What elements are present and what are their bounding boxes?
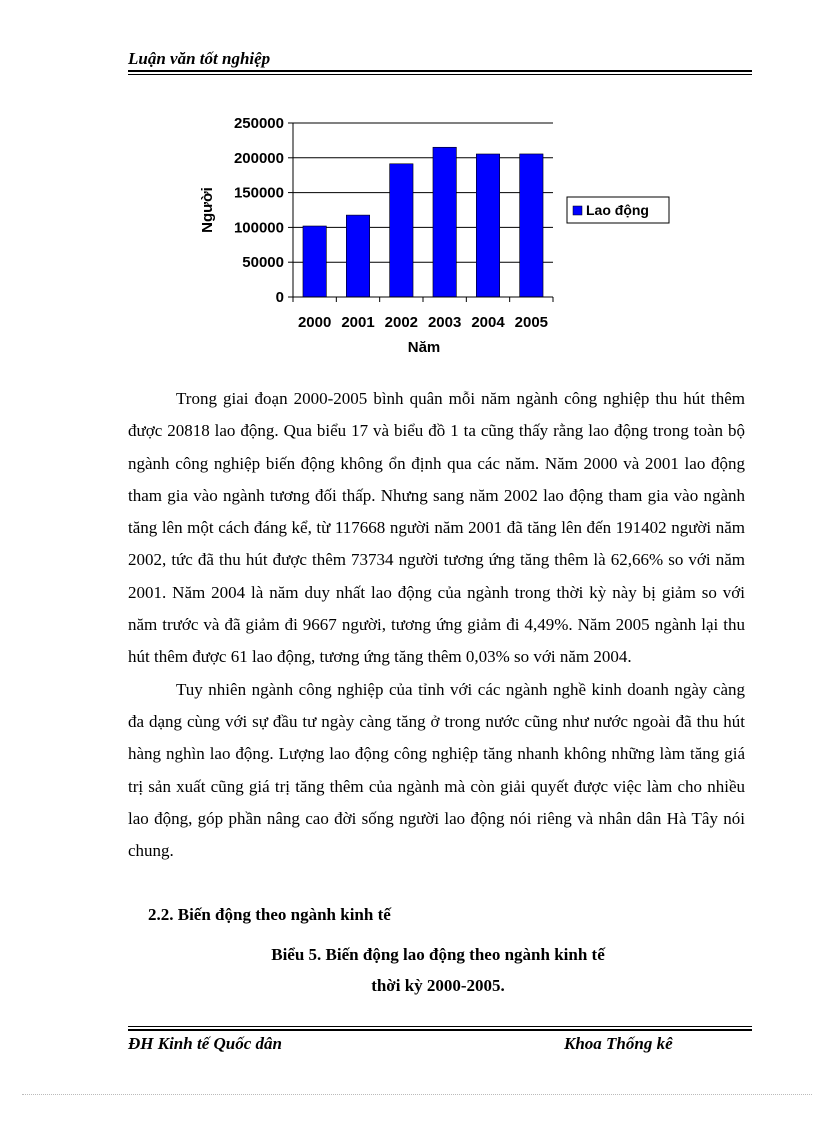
y-tick-label: 100000 [233, 219, 284, 237]
chart-svg [180, 108, 700, 368]
x-tick-label-2004: 2004 [471, 314, 505, 331]
x-tick-label-2005: 2005 [514, 314, 549, 331]
bar-2001 [346, 215, 369, 297]
footer-rule-thick [128, 1029, 752, 1031]
paragraph-1: Trong giai đoạn 2000-2005 bình quân mỗi năm ngành công nghiệp thu hút thêm được 20818 lao động. Qua biểu 17 và biểu đồ 1 ta cũng thấy rằng lao động trong toàn bộ ngành công nghiệp biến động không ổn định qua các năm. Năm 2000 và 2001 lao động tham gia vào ngành tương đối thấp. Nhưng sang năm 2002 lao động tham gia vào ngành tăng lên một cách đáng kể, từ 117668 người năm 2001 đã tăng lên đến 191402 người năm 2002, tức đã thu hút được thêm 73734 người tương ứng tăng thêm là 62,66% so với năm 2001. Năm 2004 là năm duy nhất lao động của ngành trong thời kỳ này bị giảm so với năm trước và đã giảm đi 9667 người, tương ứng giảm đi 4,49%. Năm 2005 ngành lại thu hút thêm được 61 lao động, tương ứng tăng thêm 0,03% so với năm 2004. [128, 389, 745, 667]
page-edge-dots [22, 1094, 812, 1095]
y-axis-label: Người [199, 187, 216, 233]
chart-gridlines [293, 123, 553, 262]
footer-university: ĐH Kinh tế Quốc dân [128, 1034, 282, 1053]
body-text [128, 383, 745, 867]
page-header [128, 48, 752, 70]
bar-2004 [476, 154, 499, 297]
header-rule-thick [128, 70, 752, 72]
table-caption-line-2: thời kỳ 2000-2005. [371, 976, 505, 995]
x-tick-label-2002: 2002 [384, 314, 419, 331]
chart-legend [567, 197, 669, 223]
chart-bars [303, 147, 543, 297]
table-caption-line-1: Biểu 5. Biến động lao động theo ngành kinh tế [271, 945, 605, 964]
header-rule-thin [128, 74, 752, 75]
bar-2002 [390, 164, 413, 297]
x-axis-label: Năm [407, 339, 441, 356]
y-tick-label: 150000 [233, 184, 284, 202]
legend-label: Lao động [586, 202, 649, 218]
section-heading: 2.2. Biến động theo ngành kinh tế [148, 905, 391, 924]
y-tick-label: 50000 [242, 254, 284, 272]
legend-swatch [573, 206, 582, 215]
y-tick-label: 250000 [233, 115, 284, 132]
paragraph-2: Tuy nhiên ngành công nghiệp của tỉnh với các ngành nghề kinh doanh ngày càng đa dạng cùng với sự đầu tư ngày càng tăng ở trong nước cũng như nước ngoài đã thu hút hàng nghìn lao động. Lượng lao động công nghiệp tăng nhanh không những làm tăng giá trị sản xuất cũng giá trị tăng thêm của ngành mà còn giải quyết được việc làm cho nhiều lao động, góp phần nâng cao đời sống người lao động nói riêng và nhân dân Hà Tây nói chung. [128, 679, 745, 861]
x-tick-label-2001: 2001 [341, 314, 375, 331]
x-tick-label-2000: 2000 [297, 314, 332, 331]
bar-2000 [303, 226, 326, 297]
footer-faculty: Khoa Thống kê [564, 1034, 673, 1053]
y-tick-label: 0 [275, 289, 284, 306]
header-title: Luận văn tốt nghiệp [128, 49, 271, 68]
bar-2003 [433, 147, 456, 297]
x-tick-label-2003: 2003 [427, 314, 462, 331]
footer-rule-thin [128, 1026, 752, 1027]
labor-bar-chart [180, 108, 700, 368]
bar-2005 [520, 154, 543, 297]
y-tick-label: 200000 [233, 149, 284, 167]
